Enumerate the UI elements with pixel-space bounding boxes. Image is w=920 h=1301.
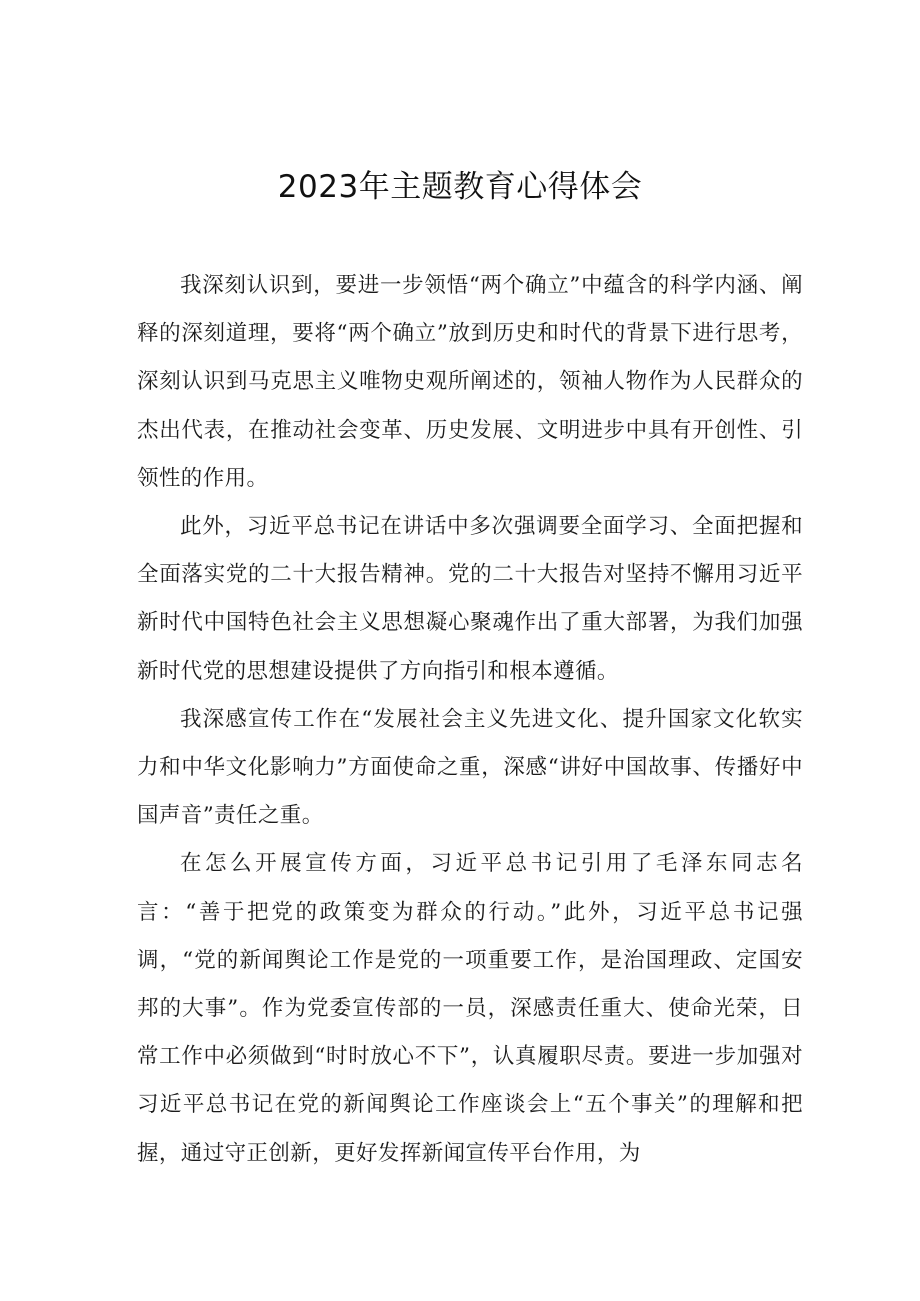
- paragraph-1: 我深刻认识到，要进一步领悟“两个确立”中蕴含的科学内涵、阐释的深刻道理，要将“两个确立”放到历史和时代的背景下进行思考，深刻认识到马克思主义唯物史观所阐述的，领袖人物作为人民群众的杰出代表，在推动社会变革、历史发展、文明进步中具有开创性、引领性的作用。: [137, 273, 803, 491]
- paragraph-3: 我深感宣传工作在“发展社会主义先进文化、提升国家文化软实力和中华文化影响力”方面使命之重，深感“讲好中国故事、传播好中国声音”责任之重。: [137, 706, 803, 829]
- document-title: 2023年主题教育心得体会: [277, 169, 643, 205]
- paragraph-2: 此外，习近平总书记在讲话中多次强调要全面学习、全面把握和全面落实党的二十大报告精神。党的二十大报告对坚持不懈用习近平新时代中国特色社会主义思想凝心聚魂作出了重大部署，为我们加强新时代党的思想建设提供了方向指引和根本遵循。: [137, 514, 803, 684]
- document-body: [137, 262, 803, 1178]
- paragraph-4: 在怎么开展宣传方面，习近平总书记引用了毛泽东同志名言：“善于把党的政策变为群众的行动。”此外，习近平总书记强调，“党的新闻舆论工作是党的一项重要工作，是治国理政、定国安邦的大事”。作为党委宣传部的一员，深感责任重大、使命光荣，日常工作中必须做到“时时放心不下”，认真履职尽责。要进一步加强对习近平总书记在党的新闻舆论工作座谈会上“五个事关”的理解和把握，通过守正创新，更好发挥新闻宣传平台作用，为: [137, 851, 803, 1166]
